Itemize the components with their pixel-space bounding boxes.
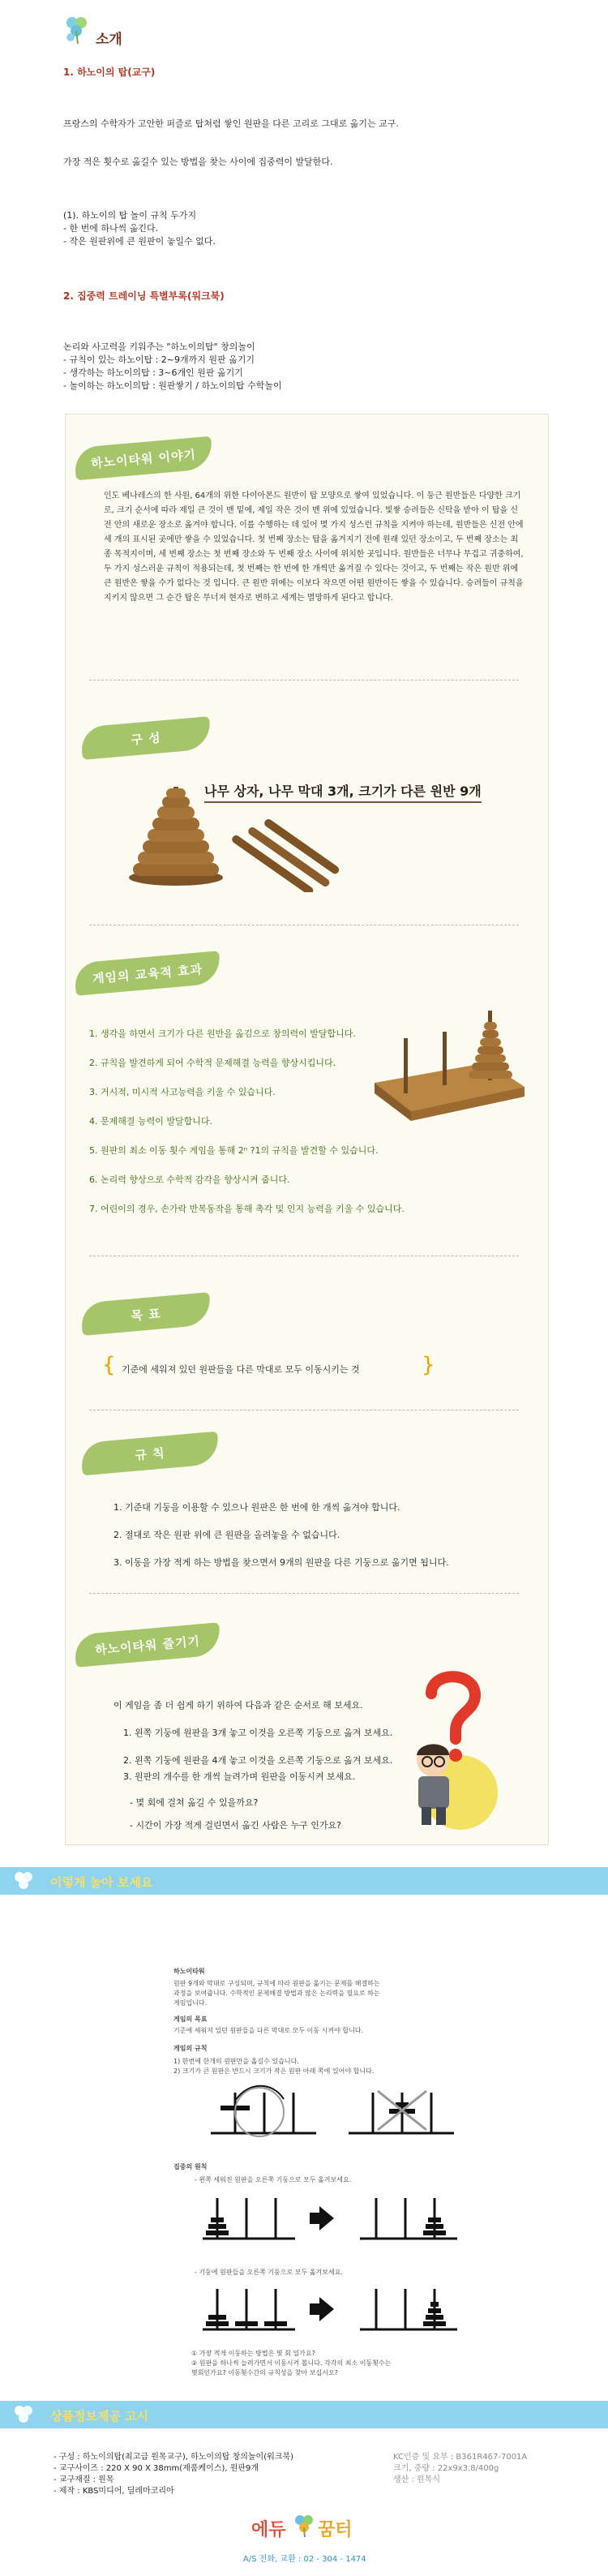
- clover-icon: [293, 2513, 315, 2537]
- kid-question-illustration: [396, 1671, 517, 1833]
- howto-d2-title: 게임의 목표: [173, 2016, 208, 2023]
- move-diagram-three: [198, 2190, 465, 2247]
- clover-icon: [11, 2402, 36, 2427]
- education-item: 2. 규칙을 발견하게 되어 수학적 문제해결 능력을 향상시킵니다.: [89, 1058, 336, 1068]
- howto-d3-title: 게임의 규칙: [173, 2045, 208, 2052]
- wooden-tower-illustration: [122, 779, 340, 892]
- fun-item: - 시간이 가장 적게 걸린면서 옮긴 사람은 누구 인가요?: [130, 1820, 341, 1831]
- clover-icon: [11, 1869, 36, 1893]
- move-diagram-four: [198, 2281, 465, 2338]
- composition-label: 구 성: [80, 716, 212, 760]
- intro-logo: [63, 13, 91, 45]
- fun-item: 3. 원판의 개수를 한 개씩 늘려가며 원판을 이동시켜 보세요.: [123, 1771, 356, 1782]
- education-item: 1. 생각을 하면서 크기가 다른 원반을 옮김으로 창의력이 발달합니다.: [89, 1028, 356, 1039]
- howto-d5-text: - 기둥에 원판들을 오른쪽 기둥으로 모두 옮겨보세요.: [195, 2269, 343, 2276]
- story-label: 하노이타워 이야기: [74, 436, 214, 481]
- education-item: 4. 문제해결 능력이 발달합니다.: [89, 1116, 212, 1127]
- howto-title: 이렇게 놀아 보세요: [50, 1875, 153, 1890]
- spec-title: 상품정보제공 고시: [50, 2409, 149, 2424]
- spec-item: - 교구사이즈 : 220 X 90 X 38mm(제품케이스), 원판9개: [54, 2464, 259, 2473]
- spec-certification: KC인증 및 요부 : B361R467-7001A: [393, 2453, 528, 2462]
- spec-band: [0, 2401, 608, 2428]
- goal-brace-right: }: [422, 1353, 435, 1377]
- rule-diagram: [203, 2076, 462, 2141]
- howto-band: [0, 1867, 608, 1895]
- spec-origin: 생산 : 원목식: [393, 2475, 441, 2484]
- fun-item: 2. 왼쪽 기둥에 원판을 4개 놓고 이것을 오른쪽 기둥으로 옮겨 보세요.: [123, 1755, 393, 1766]
- tower-description: 프랑스의 수학자가 고안한 퍼즐로 탑처럼 쌓인 원판을 다른 고리로 그대로 옮기는 교구.: [63, 118, 399, 129]
- rules-label: 규 칙: [80, 1432, 221, 1476]
- howto-d6-text: ① 가장 적게 이동하는 방법은 몇 회 일가요? ② 원판을 하나씩 늘려가면서 이동시켜 봅니다. 각각의 최소 이동횟수는 몇회인가요? 이동횟수간의 규칙성을 찾아 보십시오?: [191, 2350, 392, 2376]
- fun-intro: 이 게임을 좀 더 쉽게 하기 위하여 다음과 같은 순서로 해 보세요.: [113, 1700, 363, 1711]
- tower-heading: 1. 하노이의 탑(교구): [63, 67, 156, 78]
- fun-item: - 몇 회에 걸쳐 옮길 수 있을까요?: [130, 1797, 259, 1808]
- education-item: 6. 논리력 향상으로 수학적 감각을 향상시켜 줍니다.: [89, 1174, 290, 1185]
- rule-item: 2. 절대로 작은 원판 위에 큰 원판을 올려놓을 수 없습니다.: [113, 1530, 340, 1540]
- goal-text: 기준에 세워져 있던 원판들을 다른 막대로 모두 이동시키는 것: [122, 1364, 360, 1375]
- education-label: 게임의 교육적 효과: [74, 951, 222, 996]
- goal-brace-left: {: [102, 1353, 116, 1377]
- brand-logo: [251, 2509, 365, 2545]
- howto-d3-text: 1) 한번에 한개의 원판만을 옮길수 있습니다. 2) 크기가 큰 원판은 반드시 크기가 작은 원판 아래 쪽에 있어야 합니다.: [173, 2058, 375, 2075]
- fun-item: 1. 왼쪽 기둥에 원판을 3개 놓고 이것을 오른쪽 기둥으로 옮겨 보세요.: [123, 1728, 393, 1738]
- spec-item: - 구성 : 하노이의탑(최고급 원목교구), 하노이의탑 창의놀이(워크북): [54, 2453, 293, 2462]
- divider: [89, 1593, 519, 1594]
- spec-item: - 교구재질 : 원목: [54, 2475, 114, 2484]
- education-item: 5. 원판의 최소 이동 횟수 게임을 통해 2ⁿ ?1의 규칙을 발견할 수 있습니다.: [89, 1145, 379, 1156]
- composition-text: 나무 상자, 나무 막대 3개, 크기가 다른 원반 9개: [204, 781, 482, 803]
- education-item: 7. 어린이의 경우, 손가락 반복동작을 통해 촉각 및 인지 능력을 키울 수 있습니다.: [89, 1204, 405, 1214]
- tower-rules: (1). 하노이의 탑 놀이 규칙 두가지 - 한 번에 하나씩 옮긴다. - 작은 원판위에 큰 원판이 놓일수 없다.: [63, 210, 216, 247]
- goal-label: 목 표: [80, 1292, 212, 1336]
- intro-title: 소개: [96, 32, 122, 48]
- fun-label: 하노이타워 즐기기: [74, 1622, 222, 1668]
- brand-name-part1: 에듀: [251, 2520, 286, 2540]
- howto-d4-text: - 왼쪽 세워진 원판을 오른쪽 기둥으로 모두 옮겨보세요.: [195, 2176, 352, 2183]
- howto-d1-text: 원판 9개와 막대로 구성되며, 규칙에 따라 원판을 옮기는 문제를 해결하는 과정을 보여줍니다. 수학적인 문제해결 방법과 많은 논리력을 필요로 하는 게임입니다.: [173, 1980, 380, 2007]
- spec-size-weight: 크기, 중량 : 22x9x3.8/400g: [393, 2464, 499, 2473]
- workbook-heading: 2. 집중력 트레이닝 특별부록(워크북): [63, 290, 225, 302]
- workbook-description: 논리와 사고력을 키워주는 "하노이의탑" 창의놀이 - 규칙이 있는 하노이탑 : 2~9개까지 원판 옮기기 - 생각하는 하노이의탑 : 3~6개인 원판 옮기기 - 놀이하는 하노이의탑 : 원판쌓기 / 하노이의탑 수학놀이: [63, 341, 282, 391]
- brand-name-part2: 꿈터: [318, 2520, 353, 2540]
- tower-box-illustration: [366, 1006, 529, 1127]
- howto-d2-text: 기준에 세워져 있던 원판들을 다른 막대로 모두 이동 시켜야 합니다.: [173, 2027, 364, 2034]
- rule-item: 1. 기준대 기둥을 이용할 수 있으나 원판은 한 번에 한 개씩 옮겨야 합니다.: [113, 1502, 400, 1513]
- howto-d4-title: 집중의 원칙: [173, 2163, 208, 2170]
- howto-d1-title: 하노이타워: [173, 1968, 205, 1975]
- story-text: 인도 베나레스의 한 사원, 64개의 위한 다이아몬드 원반이 탑 모양으로 쌓여 있었습니다. 이 둥근 원반들은 다양한 크기로, 크기 순서에 따라 제일 큰 것이 맨 밑에, 제일 작은 것이 맨 위에 있었습니다. 빛쌓 승려들은 신탁을 받아 이 탑을 신전 안의 새로운 장소로 옮겨야 합니다. 이를 수행하는 데 있어 몇 가지 성스런 규칙을 지켜야 하는데, 원반들은 신전 안에 세 개의 표시된 곳에만 쌓을 수 있었습니다. 첫 번째 장소는 탑을 옮겨지기 전에 원래 있던 장소이고, 두 번째 장소는 최종 목적지이며, 세 번째 장소는 첫 번째 장소와 두 번째 장소 사이에 위치한 곳입니다. 원반들은 너무나 무겁고 귀중하여, 두 가지 성스러운 규칙이 적용되는데, 첫 번째는 한 번에 한 개씩만 옮겨질 수 있다는 것이고, 두 번째는 작은 원반 위에 큰 원반은 쌓을 수가 없다는 것 입니다. 큰 원반 위에는 이보다 작으면 어떤 원반이든 쌓을 수 있습니다. 승려들이 규칙을 지키지 않으면 그 순간 탑은 무너져 현자로 변하고 세계는 멸망하게 된다고 합니다.: [104, 492, 524, 603]
- clover-icon: [63, 13, 91, 45]
- spec-item: - 제작 : KBS미디어, 딜레마코리아: [54, 2487, 174, 2496]
- education-item: 3. 거시적, 미시적 사고능력을 키울 수 있습니다.: [89, 1087, 276, 1097]
- contact-info: A/S 전화, 교환 : 02 - 304 - 1474: [243, 2555, 366, 2564]
- rule-item: 3. 이동을 가장 적게 하는 방법을 찾으면서 9개의 원판을 다른 기둥으로 옮기면 됩니다.: [113, 1557, 449, 1568]
- tower-benefit: 가장 적은 횟수로 옮길수 있는 방법을 찾는 사이에 집중력이 발달한다.: [63, 157, 333, 167]
